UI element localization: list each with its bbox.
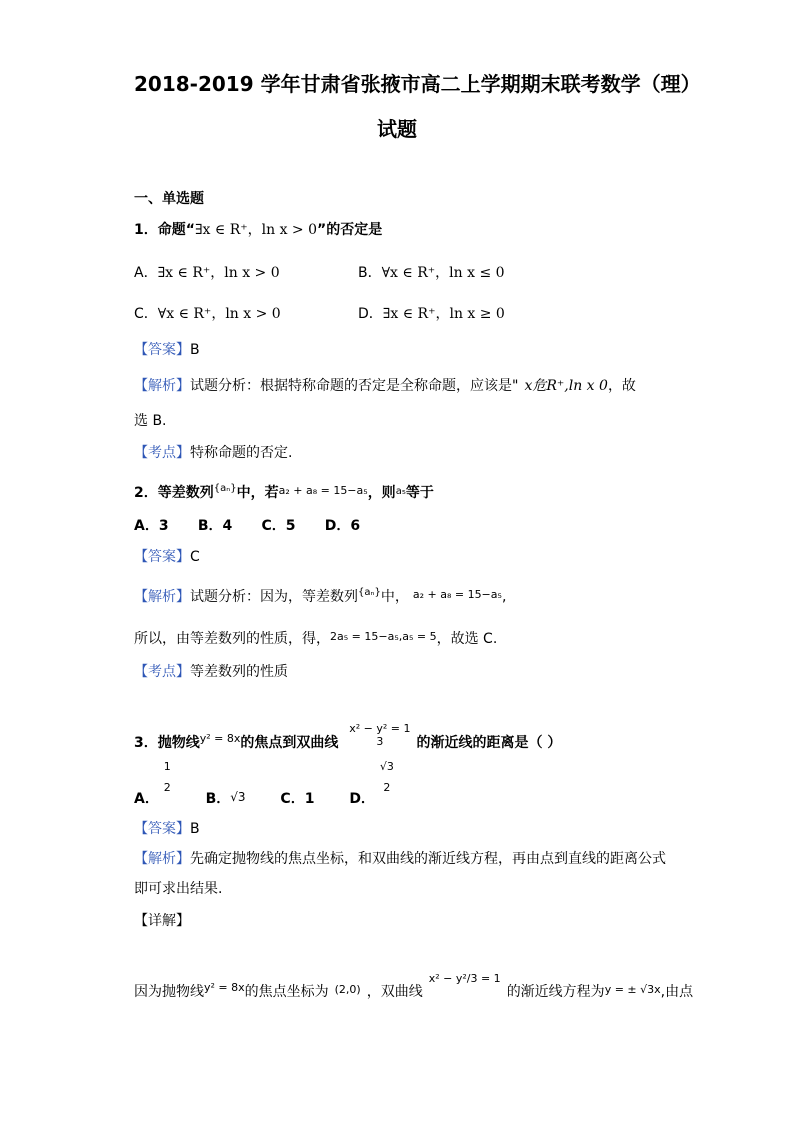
analysis-text-b: 中，: [380, 589, 409, 605]
q1-suffix: ”的否定是: [317, 222, 383, 238]
q1-point: [134, 442, 292, 462]
q2-m3: a₅: [395, 486, 406, 497]
option-math: ∀x ∈ R⁺，ln x > 0: [157, 306, 281, 322]
q2-options: A．3 B．4 C．5 D．6: [134, 518, 361, 534]
detail-math-2: (2,0): [334, 983, 361, 996]
option-letter: D．: [358, 306, 383, 322]
answer-value: C: [190, 549, 200, 565]
detail-b: 的焦点坐标为: [244, 984, 329, 1000]
point-tag: 【考点】: [134, 664, 190, 680]
option-letter: B．: [358, 265, 382, 281]
analysis-math-2: a₂ + a₈ = 15−a₅: [412, 588, 502, 601]
analysis-math: x危R⁺,ln x 0: [524, 378, 608, 394]
q3-p1: 3．抛物线: [134, 735, 200, 751]
q1-analysis-line2: 选 B.: [134, 413, 167, 429]
q3-opt-d-letter: D．: [349, 791, 375, 807]
detail-math-1: y² = 8x: [204, 981, 245, 994]
detail-d: 的渐近线方程为: [506, 984, 605, 1000]
q2-p2: 中，若: [236, 485, 279, 501]
q3-opt-a-frac: [164, 760, 171, 794]
detail-hyperbola: x² − y²/3 = 1: [428, 972, 501, 985]
answer-value: B: [190, 342, 200, 358]
question-3-stem: [134, 722, 561, 752]
q2-m2: a₂ + a₈ = 15−a₅: [278, 484, 368, 497]
answer-tag: 【答案】: [134, 342, 190, 358]
detail-e: ,由点: [660, 984, 694, 1000]
analysis-tag: 【解析】: [134, 378, 190, 394]
q3-analysis-line2: 即可求出结果.: [134, 881, 223, 897]
q3-hyperbola-top: x² − y² = 1: [349, 722, 411, 735]
q3-analysis: [134, 848, 666, 868]
q2-analysis: [134, 586, 506, 606]
frac-den: 2: [383, 781, 391, 794]
q1-math: ∃x ∈ R⁺，ln x > 0: [194, 222, 318, 238]
q2-p1: 2．等差数列: [134, 485, 214, 501]
q2-p3: ，则: [367, 485, 396, 501]
q3-opt-b-math: √3: [230, 790, 246, 804]
analysis-line2-b: ，故选 C.: [436, 631, 498, 647]
q3-opt-d-frac: [380, 760, 394, 794]
option-letter: A．: [134, 265, 158, 281]
q1-option-a: [134, 262, 280, 282]
answer-tag: 【答案】: [134, 821, 190, 837]
q3-options: [134, 760, 394, 808]
analysis-math-1: {aₙ}: [358, 587, 381, 598]
q3-hyperbola: [349, 722, 410, 748]
q3-p3: 的渐近线的距离是（ ）: [416, 735, 562, 751]
q1-prefix: 1．命题“: [134, 222, 195, 238]
detail-math-3: y = ± √3x: [604, 983, 661, 996]
q3-opt-a-letter: A．: [134, 791, 159, 807]
q1-option-b: [358, 262, 505, 282]
frac-num: 1: [163, 760, 171, 773]
section-heading: 一、单选题: [134, 191, 204, 207]
q3-detail-tag: 【详解】: [134, 913, 190, 929]
point-text: 等差数列的性质: [190, 664, 288, 680]
option-math: ∃x ∈ R⁺，ln x > 0: [157, 265, 280, 281]
answer-value: B: [190, 821, 200, 837]
question-1-stem: [134, 219, 382, 239]
option-letter: C．: [134, 306, 158, 322]
document-title-line1: 2018-2019 学年甘肃省张掖市高二上学期期末联考数学（理）: [134, 72, 701, 96]
q3-hyperbola-den: 3: [376, 735, 384, 748]
q2-point: [134, 661, 288, 681]
q3-detail: [134, 972, 693, 1001]
point-text: 特称命题的否定.: [190, 445, 293, 461]
analysis-tag: 【解析】: [134, 851, 190, 867]
detail-a: 因为抛物线: [134, 984, 204, 1000]
analysis-tag: 【解析】: [134, 589, 190, 605]
analysis-line2-math: 2a₅ = 15−a₅,a₅ = 5: [330, 630, 437, 643]
question-2-stem: [134, 482, 434, 502]
frac-den: 2: [163, 781, 171, 794]
analysis-text-c: ,: [501, 589, 507, 605]
q3-opt-b-letter: B．: [205, 791, 231, 807]
frac-num: √3: [379, 760, 394, 773]
document-title-line2: 试题: [377, 117, 417, 141]
answer-tag: 【答案】: [134, 549, 190, 565]
q1-option-c: [134, 303, 281, 323]
option-math: ∀x ∈ R⁺，ln x ≤ 0: [381, 265, 505, 281]
analysis-text: 试题分析：因为，等差数列: [190, 589, 358, 605]
q1-answer: [134, 339, 200, 359]
q2-answer: [134, 546, 200, 566]
analysis-text: 先确定抛物线的焦点坐标，和双曲线的渐近线方程，再由点到直线的距离公式: [190, 851, 666, 867]
option-math: ∃x ∈ R⁺，ln x ≥ 0: [382, 306, 505, 322]
q3-answer: [134, 818, 200, 838]
q3-p2: 的焦点到双曲线: [240, 735, 339, 751]
detail-c: ，双曲线: [366, 984, 423, 1000]
q3-m1: y² = 8x: [199, 732, 241, 745]
q1-analysis: [134, 375, 636, 395]
analysis-end: ，故: [607, 378, 636, 394]
q2-analysis-line2: [134, 628, 497, 648]
q2-m1: {aₙ}: [213, 483, 237, 494]
q3-opt-c: C．1: [280, 791, 315, 807]
q2-p4: 等于: [405, 485, 434, 501]
q1-option-d: [358, 303, 505, 323]
point-tag: 【考点】: [134, 445, 190, 461]
analysis-line2-a: 所以，由等差数列的性质，得，: [134, 631, 330, 647]
analysis-text: 试题分析：根据特称命题的否定是全称命题，应该是": [190, 378, 519, 394]
